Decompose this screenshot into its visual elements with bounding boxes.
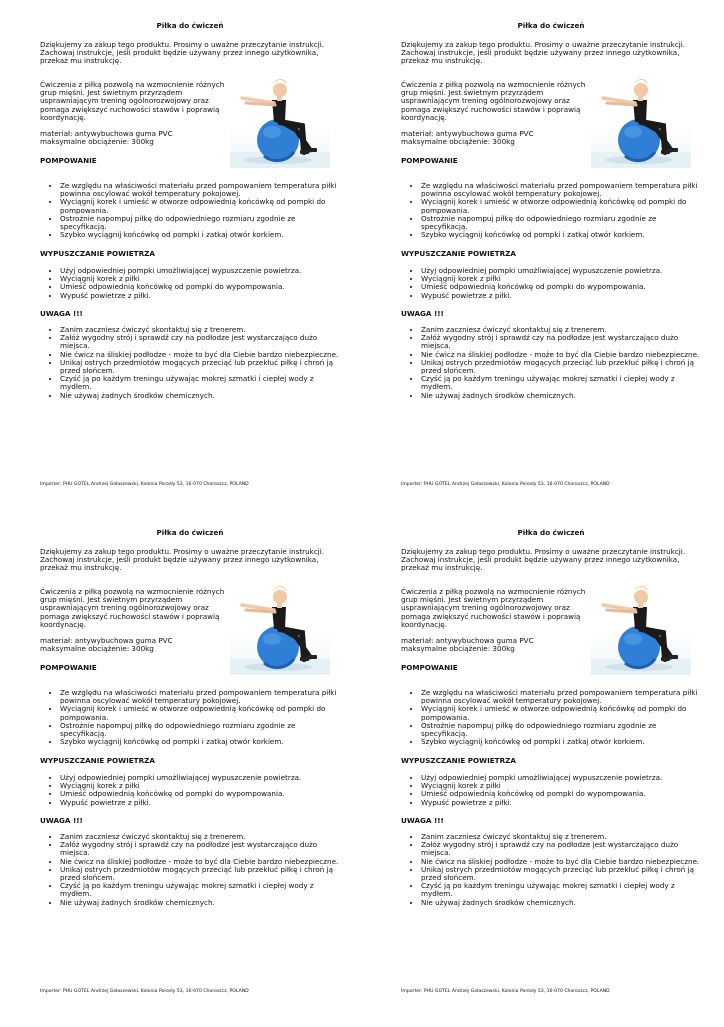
list-item: • Ostrożnie napompuj piłkę do odpowiedniego rozmiaru zgodnie ze specyfikacją. [60, 722, 342, 738]
section-heading-inflating: POMPOWANIE [40, 663, 97, 672]
intro-block [40, 72, 340, 168]
intro-paragraph: Ćwiczenia z piłką pozwolą na wzmocnienie różnych grup mięśni. Jest świetnym przyrządem usprawniającym trening ogólnorozwojowy oraz pomaga zwiększyć ruchowości stawów i poprawią koordynację. [40, 80, 225, 122]
list-item: • Załóż wygodny strój i sprawdź czy na podłodze jest wystarczająco dużo miejsca. [421, 841, 703, 857]
list-item: • Wypuść powietrze z piłki. [421, 799, 703, 807]
woman-on-exercise-ball-photo [230, 72, 330, 168]
leaflet-panel [401, 527, 701, 1027]
list-item: • Szybko wyciągnij końcówkę od pompki i zatkaj otwór korkiem. [421, 231, 703, 239]
leaflet-panel [40, 527, 340, 1027]
list-item: • Nie ćwicz na śliskiej podłodze - może to być dla Ciebie bardzo niebezpieczne. [60, 351, 342, 359]
specs-block [401, 130, 586, 146]
max-load-line: maksymalne obciążenie: 300kg [401, 137, 515, 147]
deflating-list [50, 774, 342, 807]
list-item: • Wyciągnij korek z piłki [421, 782, 703, 790]
list-item: • Szybko wyciągnij końcówkę od pompki i zatkaj otwór korkiem. [421, 738, 703, 746]
section-heading-warning: UWAGA !!! [40, 309, 83, 318]
max-load-line: maksymalne obciążenie: 300kg [40, 137, 154, 147]
list-item: • Nie używaj żadnych środków chemicznych. [421, 899, 703, 907]
list-item: • Użyj odpowiedniej pompki umożliwiającej wypuszczenie powietrza. [421, 267, 703, 275]
list-item: • Unikaj ostrych przedmiotów mogących przeciąć lub przekłuć piłkę i chroń ją przed słońcem. [421, 359, 703, 375]
list-item: • Czyść ją po każdym treningu używając mokrej szmatki i ciepłej wody z mydłem. [421, 375, 703, 391]
importer-footer: Importer: PHU GOTEL Andrzej Gołaszewski, Kolonia Porosły 53, 16-070 Choroszcz, POLAND [40, 482, 249, 487]
specs-block [401, 637, 586, 653]
list-item: • Wypuść powietrze z piłki. [421, 292, 703, 300]
list-item: • Wyciągnij korek z piłki [421, 275, 703, 283]
section-heading-deflating: WYPUSZCZANIE POWIETRZA [401, 249, 516, 258]
list-item: • Użyj odpowiedniej pompki umożliwiającej wypuszczenie powietrza. [421, 774, 703, 782]
list-item: • Unikaj ostrych przedmiotów mogących przeciąć lub przekłuć piłkę i chroń ją przed słońcem. [60, 866, 342, 882]
section-heading-inflating: POMPOWANIE [401, 156, 458, 165]
list-item: • Zanim zaczniesz ćwiczyć skontaktuj się z trenerem. [60, 326, 342, 334]
intro-paragraph: Ćwiczenia z piłką pozwolą na wzmocnienie różnych grup mięśni. Jest świetnym przyrządem usprawniającym trening ogólnorozwojowy oraz pomaga zwiększyć ruchowości stawów i poprawią koordynację. [40, 587, 225, 629]
exercise-ball-illustration [230, 72, 330, 168]
list-item: • Szybko wyciągnij końcówkę od pompki i zatkaj otwór korkiem. [60, 738, 342, 746]
section-heading-inflating: POMPOWANIE [40, 156, 97, 165]
list-item: • Użyj odpowiedniej pompki umożliwiającej wypuszczenie powietrza. [60, 774, 342, 782]
intro-block [40, 579, 340, 675]
intro-block [401, 579, 701, 675]
importer-footer: Importer: PHU GOTEL Andrzej Gołaszewski, Kolonia Porosły 53, 16-070 Choroszcz, POLAND [401, 989, 610, 994]
list-item: • Załóż wygodny strój i sprawdź czy na podłodze jest wystarczająco dużo miejsca. [60, 841, 342, 857]
leaflet-title: Piłka do ćwiczeń [517, 528, 585, 537]
thanks-paragraph: Dziękujemy za zakup tego produktu. Prosimy o uważne przeczytanie instrukcji. Zachowaj instrukcje, jeśli produkt będzie używany przez innego użytkownika, przekaż mu instrukcję. [40, 40, 325, 66]
woman-on-exercise-ball-photo [230, 579, 330, 675]
section-heading-deflating: WYPUSZCZANIE POWIETRZA [40, 249, 155, 258]
list-item: • Umieść odpowiednią końcówkę od pompki do wypompowania. [60, 283, 342, 291]
list-item: • Umieść odpowiednią końcówkę od pompki do wypompowania. [421, 283, 703, 291]
material-line: materiał: antywybuchowa guma PVC [401, 129, 534, 138]
list-item: • Szybko wyciągnij końcówkę od pompki i zatkaj otwór korkiem. [60, 231, 342, 239]
list-item: • Unikaj ostrych przedmiotów mogących przeciąć lub przekłuć piłkę i chroń ją przed słońcem. [421, 866, 703, 882]
list-item: • Umieść odpowiednią końcówkę od pompki do wypompowania. [60, 790, 342, 798]
max-load-line: maksymalne obciążenie: 300kg [401, 644, 515, 654]
list-item: • Zanim zaczniesz ćwiczyć skontaktuj się z trenerem. [60, 833, 342, 841]
list-item: • Nie używaj żadnych środków chemicznych. [421, 392, 703, 400]
list-item: • Ze względu na właściwości materiału przed pompowaniem temperatura piłki powinna oscylować wokół temperatury pokojowej. [421, 689, 703, 705]
list-item: • Zanim zaczniesz ćwiczyć skontaktuj się z trenerem. [421, 833, 703, 841]
list-item: • Nie ćwicz na śliskiej podłodze - może to być dla Ciebie bardzo niebezpieczne. [421, 858, 703, 866]
importer-footer: Importer: PHU GOTEL Andrzej Gołaszewski, Kolonia Porosły 53, 16-070 Choroszcz, POLAND [40, 989, 249, 994]
list-item: • Ostrożnie napompuj piłkę do odpowiedniego rozmiaru zgodnie ze specyfikacją. [421, 215, 703, 231]
inflating-list [50, 182, 342, 239]
intro-paragraph: Ćwiczenia z piłką pozwolą na wzmocnienie różnych grup mięśni. Jest świetnym przyrządem usprawniającym trening ogólnorozwojowy oraz pomaga zwiększyć ruchowości stawów i poprawią koordynację. [401, 80, 586, 122]
list-item: • Ze względu na właściwości materiału przed pompowaniem temperatura piłki powinna oscylować wokół temperatury pokojowej. [60, 182, 342, 198]
section-heading-inflating: POMPOWANIE [401, 663, 458, 672]
list-item: • Wyciągnij korek i umieść w otworze odpowiednią końcówkę od pompki do pompowania. [60, 705, 342, 721]
list-item: • Czyść ją po każdym treningu używając mokrej szmatki i ciepłej wody z mydłem. [60, 882, 342, 898]
list-item: • Wyciągnij korek i umieść w otworze odpowiednią końcówkę od pompki do pompowania. [421, 198, 703, 214]
list-item: • Nie ćwicz na śliskiej podłodze - może to być dla Ciebie bardzo niebezpieczne. [60, 858, 342, 866]
material-line: materiał: antywybuchowa guma PVC [40, 636, 173, 645]
list-item: • Załóż wygodny strój i sprawdź czy na podłodze jest wystarczająco dużo miejsca. [421, 334, 703, 350]
specs-block [40, 637, 225, 653]
warning-list [50, 833, 342, 907]
list-item: • Załóż wygodny strój i sprawdź czy na podłodze jest wystarczająco dużo miejsca. [60, 334, 342, 350]
woman-on-exercise-ball-photo [591, 72, 691, 168]
deflating-list [50, 267, 342, 300]
section-heading-deflating: WYPUSZCZANIE POWIETRZA [401, 756, 516, 765]
warning-list [411, 326, 703, 400]
list-item: • Wypuść powietrze z piłki. [60, 799, 342, 807]
exercise-ball-illustration [591, 579, 691, 675]
section-heading-warning: UWAGA !!! [40, 816, 83, 825]
intro-block [401, 72, 701, 168]
importer-footer: Importer: PHU GOTEL Andrzej Gołaszewski, Kolonia Porosły 53, 16-070 Choroszcz, POLAND [401, 482, 610, 487]
leaflet-title: Piłka do ćwiczeń [156, 21, 224, 30]
list-item: • Ze względu na właściwości materiału przed pompowaniem temperatura piłki powinna oscylować wokół temperatury pokojowej. [421, 182, 703, 198]
list-item: • Zanim zaczniesz ćwiczyć skontaktuj się z trenerem. [421, 326, 703, 334]
thanks-paragraph: Dziękujemy za zakup tego produktu. Prosimy o uważne przeczytanie instrukcji. Zachowaj instrukcje, jeśli produkt będzie używany przez innego użytkownika, przekaż mu instrukcję. [401, 40, 686, 66]
inflating-list [411, 689, 703, 746]
deflating-list [411, 267, 703, 300]
woman-on-exercise-ball-photo [591, 579, 691, 675]
list-item: • Ze względu na właściwości materiału przed pompowaniem temperatura piłki powinna oscylować wokół temperatury pokojowej. [60, 689, 342, 705]
deflating-list [411, 774, 703, 807]
max-load-line: maksymalne obciążenie: 300kg [40, 644, 154, 654]
list-item: • Czyść ją po każdym treningu używając mokrej szmatki i ciepłej wody z mydłem. [421, 882, 703, 898]
inflating-list [411, 182, 703, 239]
section-heading-warning: UWAGA !!! [401, 309, 444, 318]
exercise-ball-illustration [591, 72, 691, 168]
thanks-paragraph: Dziękujemy za zakup tego produktu. Prosimy o uważne przeczytanie instrukcji. Zachowaj instrukcje, jeśli produkt będzie używany przez innego użytkownika, przekaż mu instrukcję. [40, 547, 325, 573]
section-heading-deflating: WYPUSZCZANIE POWIETRZA [40, 756, 155, 765]
list-item: • Wypuść powietrze z piłki. [60, 292, 342, 300]
list-item: • Nie ćwicz na śliskiej podłodze - może to być dla Ciebie bardzo niebezpieczne. [421, 351, 703, 359]
material-line: materiał: antywybuchowa guma PVC [40, 129, 173, 138]
list-item: • Czyść ją po każdym treningu używając mokrej szmatki i ciepłej wody z mydłem. [60, 375, 342, 391]
inflating-list [50, 689, 342, 746]
list-item: • Nie używaj żadnych środków chemicznych. [60, 392, 342, 400]
exercise-ball-illustration [230, 579, 330, 675]
list-item: • Wyciągnij korek i umieść w otworze odpowiednią końcówkę od pompki do pompowania. [421, 705, 703, 721]
list-item: • Wyciągnij korek z piłki [60, 782, 342, 790]
list-item: • Nie używaj żadnych środków chemicznych. [60, 899, 342, 907]
list-item: • Umieść odpowiednią końcówkę od pompki do wypompowania. [421, 790, 703, 798]
material-line: materiał: antywybuchowa guma PVC [401, 636, 534, 645]
list-item: • Użyj odpowiedniej pompki umożliwiającej wypuszczenie powietrza. [60, 267, 342, 275]
leaflet-title: Piłka do ćwiczeń [156, 528, 224, 537]
warning-list [50, 326, 342, 400]
list-item: • Ostrożnie napompuj piłkę do odpowiedniego rozmiaru zgodnie ze specyfikacją. [60, 215, 342, 231]
section-heading-warning: UWAGA !!! [401, 816, 444, 825]
list-item: • Wyciągnij korek z piłki [60, 275, 342, 283]
intro-paragraph: Ćwiczenia z piłką pozwolą na wzmocnienie różnych grup mięśni. Jest świetnym przyrządem usprawniającym trening ogólnorozwojowy oraz pomaga zwiększyć ruchowości stawów i poprawią koordynację. [401, 587, 586, 629]
thanks-paragraph: Dziękujemy za zakup tego produktu. Prosimy o uważne przeczytanie instrukcji. Zachowaj instrukcje, jeśli produkt będzie używany przez innego użytkownika, przekaż mu instrukcję. [401, 547, 686, 573]
list-item: • Unikaj ostrych przedmiotów mogących przeciąć lub przekłuć piłkę i chroń ją przed słońcem. [60, 359, 342, 375]
specs-block [40, 130, 225, 146]
list-item: • Ostrożnie napompuj piłkę do odpowiedniego rozmiaru zgodnie ze specyfikacją. [421, 722, 703, 738]
warning-list [411, 833, 703, 907]
leaflet-title: Piłka do ćwiczeń [517, 21, 585, 30]
leaflet-panel [40, 20, 340, 520]
leaflet-panel [401, 20, 701, 520]
list-item: • Wyciągnij korek i umieść w otworze odpowiednią końcówkę od pompki do pompowania. [60, 198, 342, 214]
